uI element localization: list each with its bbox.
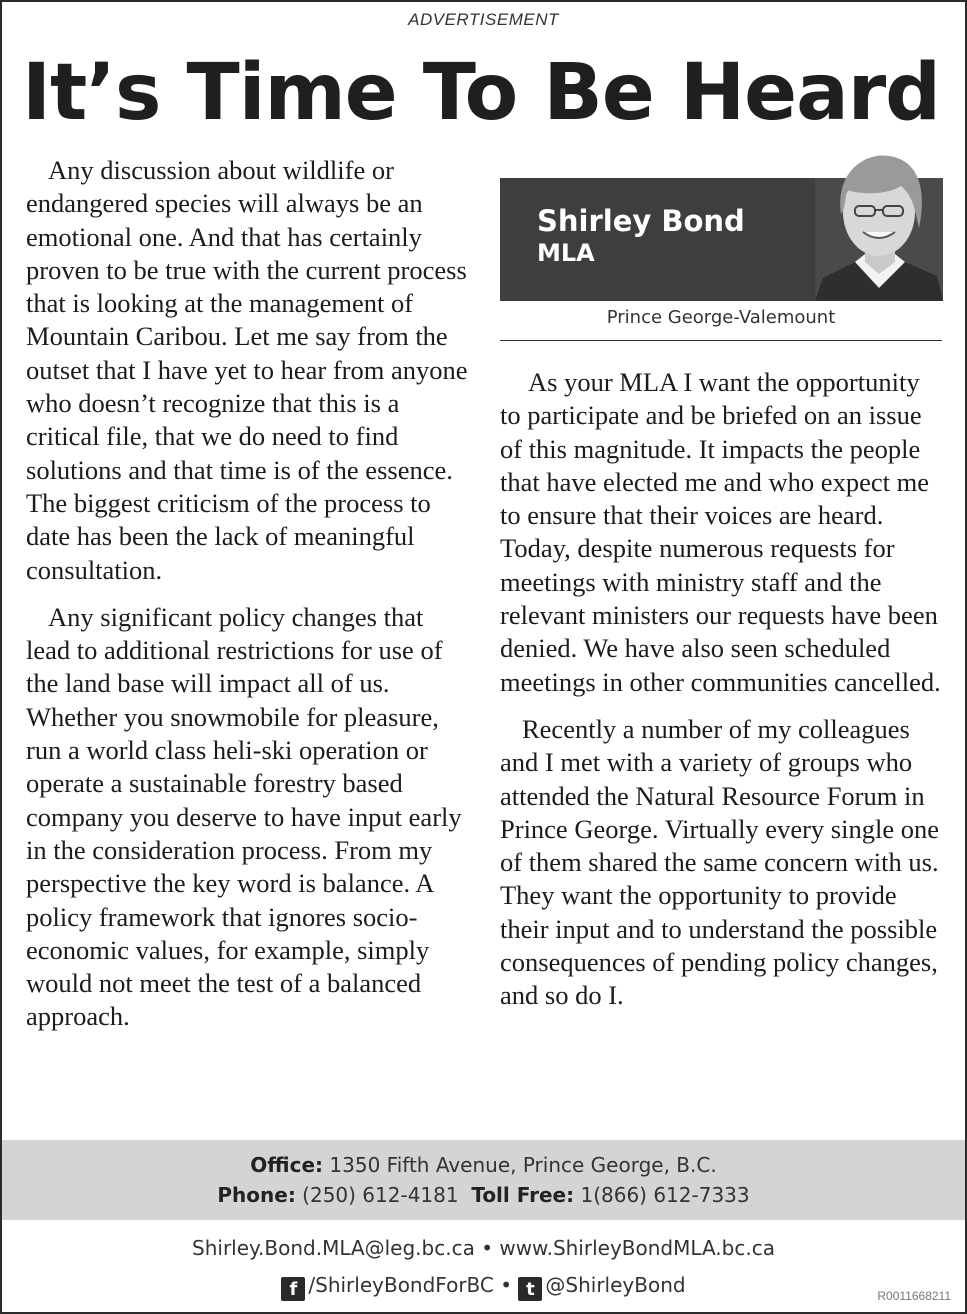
website-link[interactable]: www.ShirleyBondMLA.bc.ca <box>499 1236 775 1260</box>
tollfree-number: 1(866) 612-7333 <box>580 1183 750 1207</box>
social-line <box>0 1273 967 1301</box>
phone-number: (250) 612-4181 <box>302 1183 459 1207</box>
twitter-icon: t <box>518 1277 542 1301</box>
separator: • <box>481 1236 493 1260</box>
riding-name: Prince George-Valemount <box>606 307 836 328</box>
right-column <box>500 366 945 1027</box>
left-paragraph-1: Any discussion about wildlife or endangered species will always be an emotional one. And that has certainly proven to be true with the current process that is looking at the management of Mountain Caribou. Let me say from the outset that I have yet to hear from anyone who doesn’t recognize that this is a critical file, that we do need to find solutions and that time is of the essence. The biggest criticism of the process to date has been the lack of meaningful consultation. <box>26 155 468 585</box>
mla-title: MLA <box>537 239 595 267</box>
right-paragraph-1: As your MLA I want the opportunity to participate and be briefed on an issue of this magnitude. It impacts the people that have elected me and who expect me to ensure that their voices are heard. Today, despite numerous requests for meetings with ministry staff and the relevant ministers our requests have been denied. We have also seen scheduled meetings in other communities cancelled. <box>500 367 941 697</box>
email-link[interactable]: Shirley.Bond.MLA@leg.bc.ca <box>192 1236 475 1260</box>
office-address: 1350 Fifth Avenue, Prince George, B.C. <box>329 1153 717 1177</box>
left-column <box>26 154 471 1048</box>
twitter-handle[interactable]: @ShirleyBond <box>545 1273 686 1297</box>
email-web-line <box>0 1236 967 1260</box>
separator: • <box>500 1273 513 1297</box>
office-line <box>0 1153 967 1177</box>
tollfree-label: Toll Free: <box>471 1183 575 1207</box>
phone-line <box>0 1183 967 1207</box>
divider <box>500 340 942 341</box>
mla-portrait <box>815 150 943 301</box>
reference-code: R0011668211 <box>877 1289 951 1303</box>
headline: It’s Time To Be Heard <box>22 48 941 138</box>
phone-label: Phone: <box>217 1183 296 1207</box>
office-label: Office: <box>250 1153 324 1177</box>
office-info-band <box>2 1140 965 1220</box>
mla-name: Shirley Bond <box>537 204 745 238</box>
right-paragraph-2: Recently a number of my colleagues and I met with a variety of groups who attended the Natural Resource Forum in Prince George. Virtually every single one of them shared the same concern with us. They want the opportunity to provide their input and to understand the possible consequences of pending policy changes, and so do I. <box>500 713 939 1011</box>
facebook-icon: f <box>281 1277 305 1301</box>
facebook-handle[interactable]: /ShirleyBondForBC <box>308 1273 494 1297</box>
left-paragraph-2: Any significant policy changes that lead to additional restrictions for use of the land base will impact all of us. Whether you snowmobile for pleasure, run a world class heli-ski operation or operate a sustainable forestry based company you deserve to have input early in the consideration process. From my perspective the key word is balance. A policy framework that ignores socio-economic values, for example, simply would not meet the test of a balanced approach. <box>26 601 462 1032</box>
ad-label: ADVERTISEMENT <box>408 10 559 29</box>
